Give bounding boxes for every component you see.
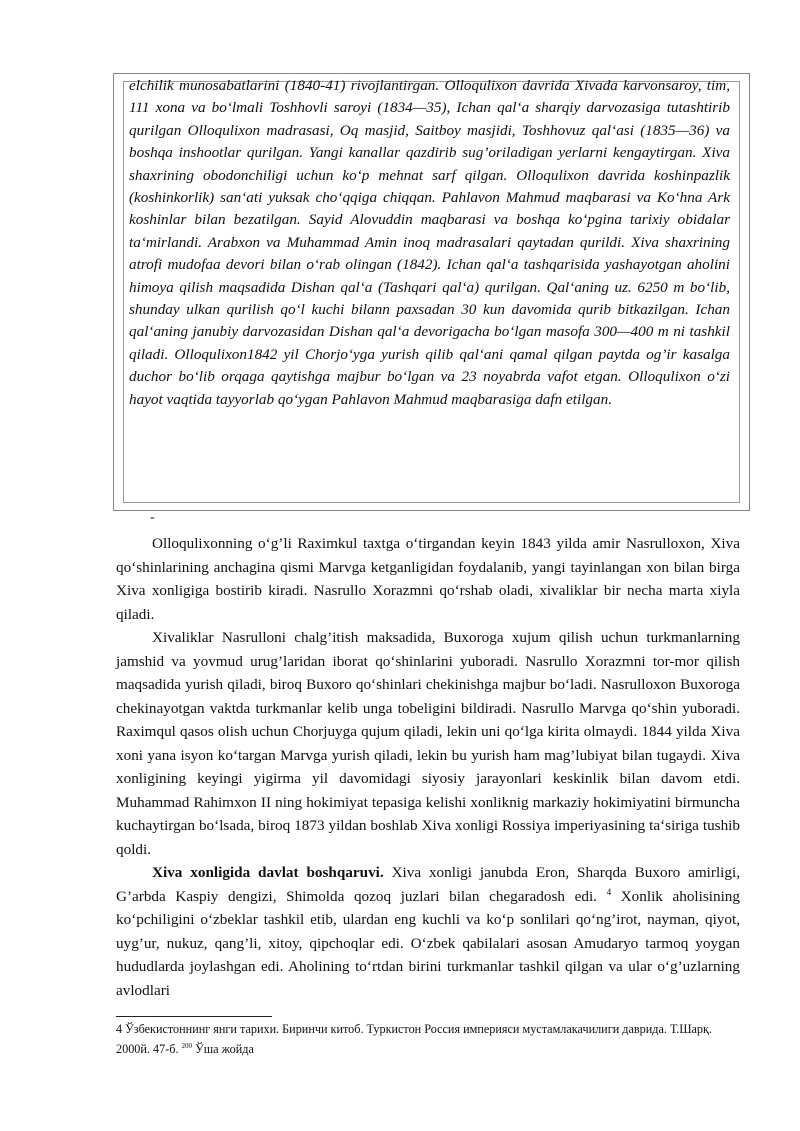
footnote <box>116 1019 740 1059</box>
footnote-tail: Ўша жойда <box>192 1042 254 1056</box>
paragraph-2: Xivaliklar Nasrulloni chalg’itish maksadida, Buxoroga xujum qilish uchun turkmanlarning jamshid va yovmud urug’laridan iborat qo‘shinlarini yuboradi. Nasrullo Xorazmni tor-mor qilish maqsadida yurish qiladi, biroq Buxoro qo‘shinlari chekinishga majbur bo‘ladi. Nasrulloxon Buxoroga chekinayotgan vaktda turkmanlar kelib unga tobeligini bildiradi. Nasrullo Marvga qo‘shin yuboradi. Raximqul qasos olish uchun Chorjuyga qujum qiladi, lekin uni qo‘lga kirita olmaydi. 1844 yilda Xiva xoni yana isyon ko‘targan Marvga yurish qiladi, lekin bu yurish ham mag’lubiyat bilan tugaydi. Xiva xonligining keyingi yigirma yil davomidagi siyosiy jarayonlari keskinlik bilan davom etdi. Muhammad Rahimxon II ning hokimiyat tepasiga kelishi xonliknig markaziy hokimiyatini birmuncha kuchaytirgan bo‘lsada, biroq 1873 yildan boshlab Xiva xonligi Rossiya imperiyasining ta‘siriga tushib qoldi. <box>116 629 740 858</box>
footnote-text: 4 Ўзбекистоннинг янги тарихи. Биринчи китоб. Туркистон Россия империяси мустамлакачилиги даврида. Т.Шарқ. 2000й. 47-б. <box>116 1022 712 1056</box>
footnote-superscript: 200 <box>181 1042 193 1050</box>
body-text <box>116 532 740 1002</box>
paragraph-3-text-a: Xiva xonligi janubda Eron, Sharqda Buxoro amirligi, G’arbda Kaspiy dengizi, Shimolda qozoq juzlari bilan chegaradosh edi. <box>116 864 740 905</box>
paragraph-3 <box>116 861 740 1002</box>
footnote-reference[interactable]: 4 <box>606 886 612 897</box>
dash-mark: - <box>150 510 155 525</box>
footnote-separator <box>116 1016 272 1017</box>
paragraph-1: Olloqulixonning o‘g’li Raximkul taxtga o‘tirgandan keyin 1843 yilda amir Nasrulloxon, Xiva qo‘shinlarining anchagina qismi Marvga ketganligidan foydalanib, yangi tayinlangan xon bilan birga Xiva xonligiga bostirib kiradi. Nasrullo Xorazmni qo‘rshab oladi, xivaliklar bir necha marta xiyla qiladi. <box>116 535 740 623</box>
paragraph-3-text-b: Xonlik aholisining ko‘pchiligini o‘zbeklar tashkil etib, ulardan eng kuchli va ko‘p sonlilari qo‘ng’irot, nayman, qiyot, uyg’ur, nukuz, qang’li, xitoy, qipchoqlar edi. O‘zbek qabilalari asosan Amudaryo tarmoq yoygan hududlarda joylashgan edi. Aholining to‘rtdan birini turkmanlar tashkil qilgan va ular o‘g’uzlarning avlodlari <box>116 887 740 999</box>
section-heading: Xiva xonligida davlat boshqaruvi. <box>152 864 384 881</box>
boxed-italic-text: elchilik munosabatlarini (1840-41) rivojlantirgan. Olloqulixon davrida Xivada karvonsaroy, tim, 111 xona va bo‘lmali Toshhovli saroyi (1834—35), Ichan qal‘a sharqiy darvozasiga tutashtirib qurilgan Olloqulixon madrasasi, Oq masjid, Saitboy masjidi, Toshhovuz qal‘asi (1835—36) va boshqa inshootlar qurilgan. Yangi kanallar qazdirib sug’oriladigan yerlarni kengaytirgan. Xiva shaxrining obodonchiligi uchun ko‘p mehnat sarf qilgan. Olloqulixon davrida koshinpazlik (koshinkorlik) san‘ati yuksak cho‘qqiga chiqqan. Pahlavon Mahmud maqbarasi va Ko‘hna Ark koshinlar bilan bezatilgan. Sayid Alovuddin maqbarasi va boshqa ko‘pgina tarixiy obidalar ta‘mirlandi. Arabxon va Muhammad Amin inoq madrasalari qaytadan qurildi. Xiva shaxrining atrofi mudofaa devori bilan o‘rab olingan (1842). Ichan qal‘a tashqarisida yashayotgan aholini himoya qilish maqsadida Dishan qal‘a (Tashqari qal‘a) qurilgan. Qal‘aning uz. 6250 m bo‘lib, shunday ulkan qurilish qo‘l kuchi bilann paxsadan 30 kun davomida qurib bitkazilgan. Ichan qal‘aning janubiy darvozasidan Dishan qal‘a devorigacha bo‘lgan masofa 300—400 m ni tashkil qiladi. Olloqulixon1842 yil Chorjo‘yga yurish qilib qal‘ani qamal qilgan paytda og’ir kasalga duchor bo‘lib orqaga qaytishga majbur bo‘lgan va 23 noyabrda vafot etgan. Olloqulixon o‘zi hayot vaqtida tayyorlab qo‘ygan Pahlavon Mahmud maqbarasiga dafn etilgan. <box>129 77 730 408</box>
